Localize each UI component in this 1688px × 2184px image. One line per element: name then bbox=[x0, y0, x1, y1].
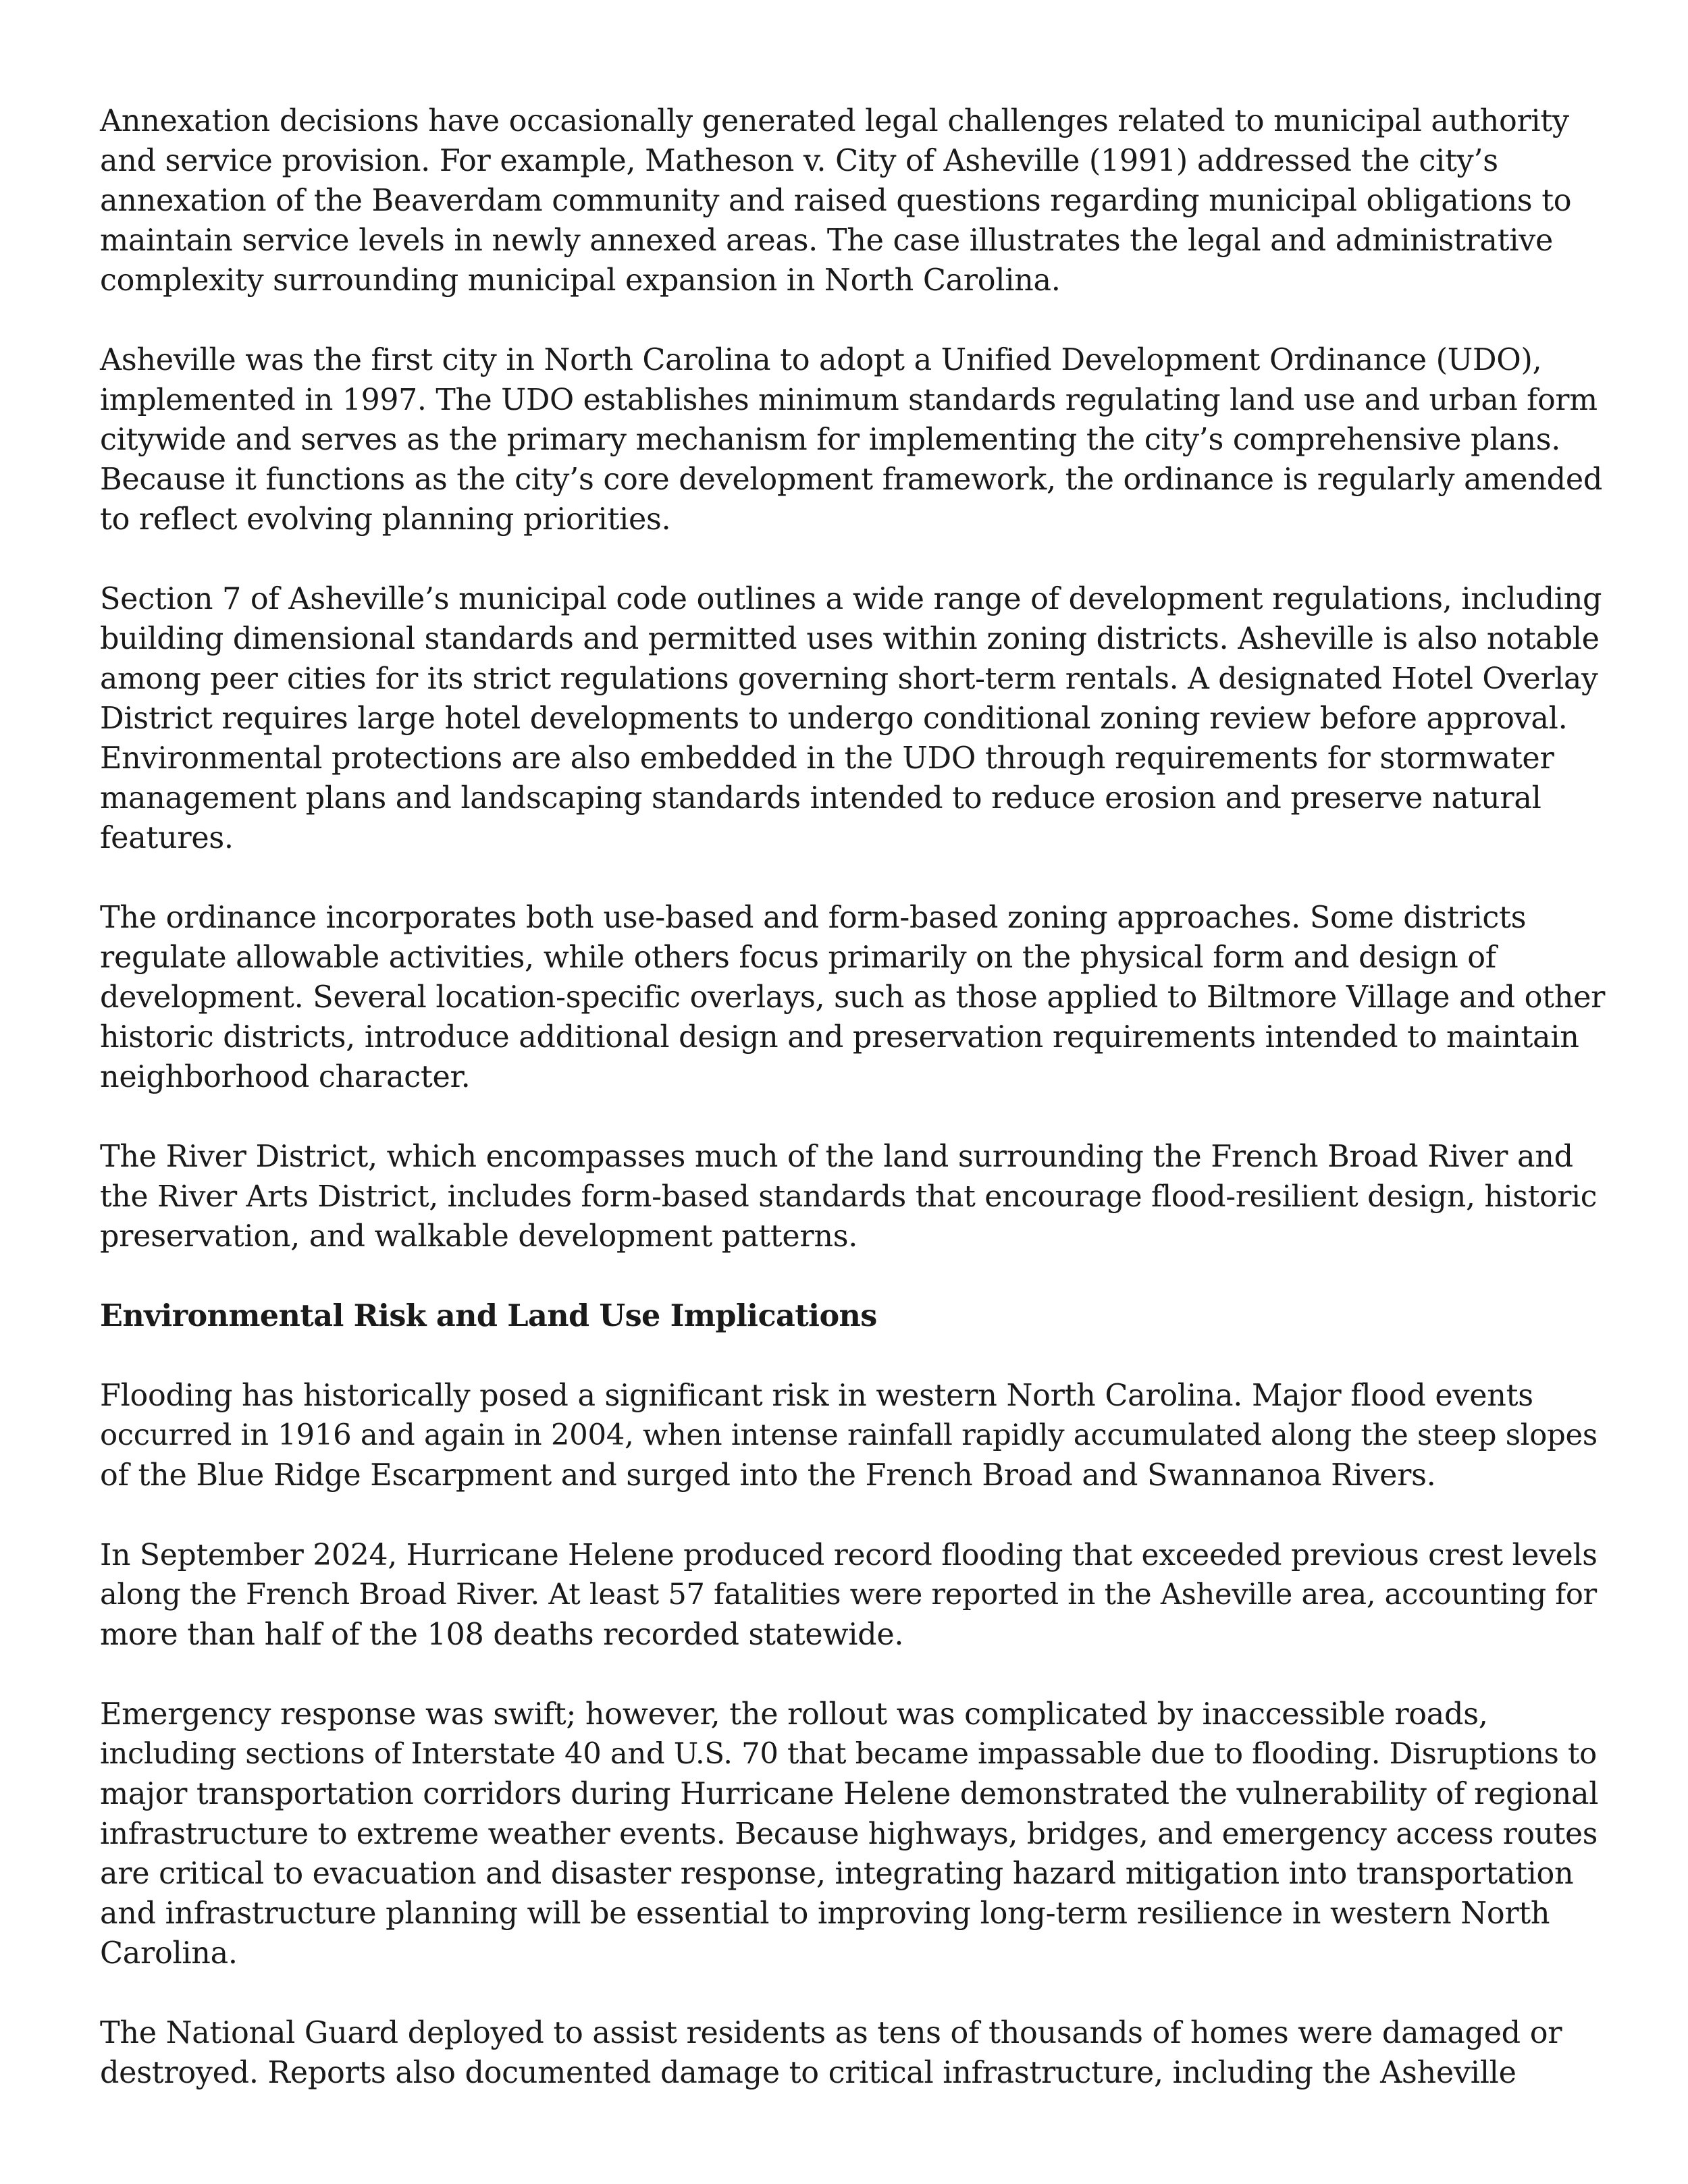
text-line: the River Arts District, includes form-based standards that encourage flood-resilient design, historic bbox=[100, 1179, 1598, 1214]
text-line: The National Guard deployed to assist residents as tens of thousands of homes were damaged or bbox=[100, 2016, 1562, 2050]
text-line: occurred in 1916 and again in 2004, when intense rainfall rapidly accumulated along the steep slopes bbox=[100, 1418, 1598, 1452]
text-line: and infrastructure planning will be essential to improving long-term resilience in western North bbox=[100, 1896, 1550, 1931]
text-line: Emergency response was swift; however, the rollout was complicated by inaccessible roads, bbox=[100, 1697, 1488, 1732]
text-line: of the Blue Ridge Escarpment and surged into the French Broad and Swannanoa Rivers. bbox=[100, 1458, 1436, 1493]
paragraph-emergency-response bbox=[100, 1695, 1606, 1973]
text-line: Environmental protections are also embedded in the UDO through requirements for stormwater bbox=[100, 741, 1554, 776]
paragraph-hurricane-helene bbox=[100, 1535, 1606, 1655]
paragraph-section-7 bbox=[100, 579, 1606, 858]
paragraph-river-district bbox=[100, 1137, 1606, 1256]
text-line: Section 7 of Asheville’s municipal code outlines a wide range of development regulations, including bbox=[100, 582, 1602, 616]
text-line: are critical to evacuation and disaster response, integrating hazard mitigation into transportation bbox=[100, 1857, 1574, 1891]
text-line: among peer cities for its strict regulations governing short-term rentals. A designated Hotel Overlay bbox=[100, 662, 1598, 696]
text-line: building dimensional standards and permitted uses within zoning districts. Asheville is also notable bbox=[100, 622, 1600, 656]
text-line: preservation, and walkable development patterns. bbox=[100, 1219, 858, 1254]
text-line: complexity surrounding municipal expansion in North Carolina. bbox=[100, 263, 1061, 298]
section-heading bbox=[100, 1296, 1606, 1336]
paragraph-zoning-approaches bbox=[100, 898, 1606, 1097]
text-line: infrastructure to extreme weather events. Because highways, bridges, and emergency access routes bbox=[100, 1817, 1598, 1851]
paragraph-udo bbox=[100, 340, 1606, 539]
text-line: more than half of the 108 deaths recorded statewide. bbox=[100, 1618, 904, 1652]
text-line: Flooding has historically posed a significant risk in western North Carolina. Major flood events bbox=[100, 1379, 1533, 1413]
paragraph-flooding-history bbox=[100, 1376, 1606, 1495]
text-line: Because it functions as the city’s core development framework, the ordinance is regularly amended bbox=[100, 462, 1603, 497]
heading-text: Environmental Risk and Land Use Implications bbox=[100, 1298, 877, 1333]
document-page bbox=[100, 101, 1606, 2133]
paragraph-annexation bbox=[100, 101, 1606, 300]
text-line: The River District, which encompasses much of the land surrounding the French Broad River and bbox=[100, 1140, 1573, 1174]
text-line: to reflect evolving planning priorities. bbox=[100, 502, 671, 537]
text-line: including sections of Interstate 40 and U.S. 70 that became impassable due to flooding. Disruptions to bbox=[100, 1737, 1597, 1771]
text-line: annexation of the Beaverdam community and raised questions regarding municipal obligations to bbox=[100, 184, 1572, 218]
text-line: regulate allowable activities, while others focus primarily on the physical form and design of bbox=[100, 940, 1496, 975]
text-line: along the French Broad River. At least 57 fatalities were reported in the Asheville area, accounting for bbox=[100, 1578, 1597, 1612]
text-line: destroyed. Reports also documented damage to critical infrastructure, including the Asheville bbox=[100, 2056, 1516, 2090]
text-line: Carolina. bbox=[100, 1936, 238, 1971]
text-line: and service provision. For example, Matheson v. City of Asheville (1991) addressed the city’s bbox=[100, 144, 1498, 178]
text-line: major transportation corridors during Hurricane Helene demonstrated the vulnerability of regional bbox=[100, 1777, 1599, 1811]
text-line: maintain service levels in newly annexed areas. The case illustrates the legal and administrative bbox=[100, 223, 1554, 258]
paragraph-national-guard bbox=[100, 2013, 1606, 2093]
text-line: historic districts, introduce additional design and preservation requirements intended to maintain bbox=[100, 1020, 1579, 1055]
text-line: citywide and serves as the primary mechanism for implementing the city’s comprehensive plans. bbox=[100, 423, 1561, 457]
text-line: features. bbox=[100, 821, 234, 855]
text-line: The ordinance incorporates both use-based and form-based zoning approaches. Some districts bbox=[100, 901, 1527, 935]
text-line: District requires large hotel developments to undergo conditional zoning review before approval. bbox=[100, 701, 1568, 736]
text-line: In September 2024, Hurricane Helene produced record flooding that exceeded previous crest levels bbox=[100, 1538, 1598, 1572]
text-line: Asheville was the first city in North Carolina to adopt a Unified Development Ordinance (UDO), bbox=[100, 343, 1542, 377]
text-line: implemented in 1997. The UDO establishes minimum standards regulating land use and urban form bbox=[100, 383, 1598, 417]
text-line: neighborhood character. bbox=[100, 1060, 471, 1094]
text-line: development. Several location-specific overlays, such as those applied to Biltmore Village and other bbox=[100, 980, 1606, 1015]
text-line: Annexation decisions have occasionally generated legal challenges related to municipal authority bbox=[100, 104, 1569, 138]
text-line: management plans and landscaping standards intended to reduce erosion and preserve natural bbox=[100, 781, 1541, 816]
